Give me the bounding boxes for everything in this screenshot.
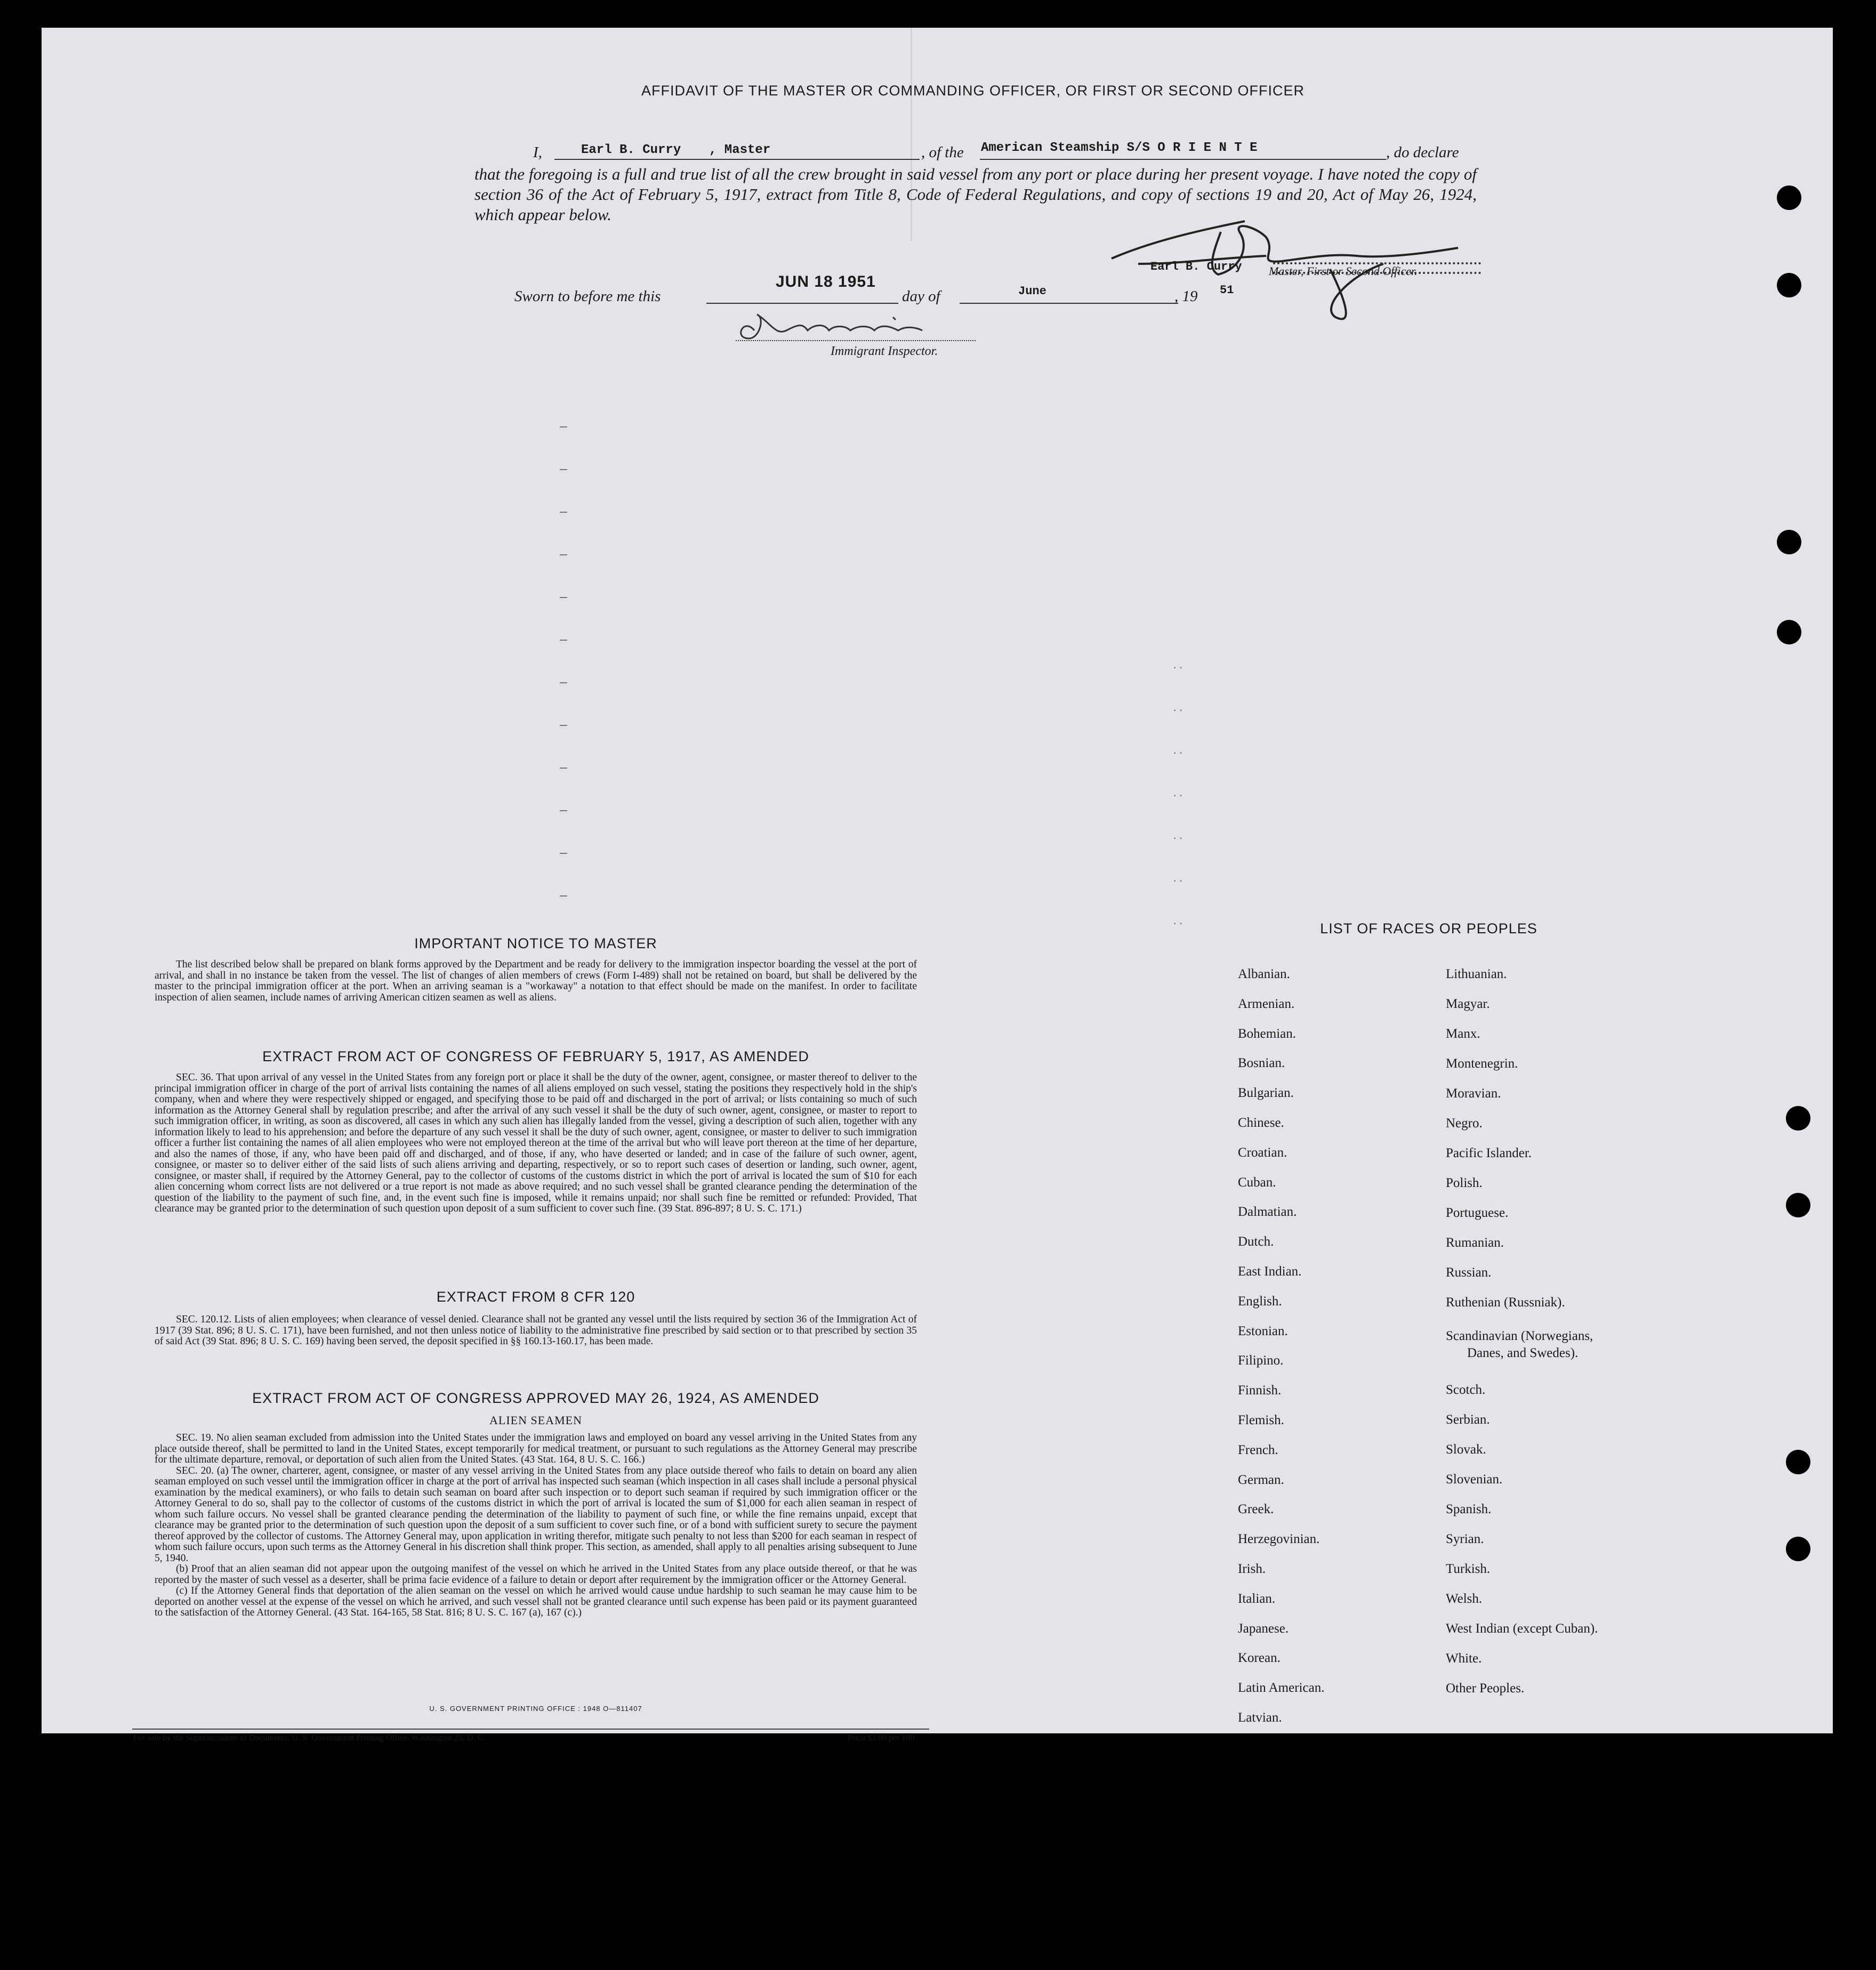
sec-19-paragraph: SEC. 19. No alien seaman excluded from admission into the United States under the immigration laws and employed on board any vessel arriving in the United States from any place outside thereof, shall be permitted to land in the United States, except temporarily for medical treatment, or pursuant to such regulations as the Attorney General may prescribe for the ultimate departure, removal, or deportation of such alien from the United States. (43 Stat. 164, 8 U. S. C. 166.)	[155, 1432, 917, 1465]
race-item: Latvian.	[1238, 1710, 1282, 1725]
dash-mark	[560, 554, 567, 555]
dash-mark	[560, 512, 567, 513]
inspector-line	[736, 340, 976, 341]
sworn-year: 51	[1220, 284, 1234, 297]
race-item: Latin American.	[1238, 1681, 1325, 1696]
race-item: Bosnian.	[1238, 1056, 1285, 1071]
race-item: Ruthenian (Russniak).	[1446, 1295, 1565, 1310]
dot-mark: ··	[1173, 704, 1185, 717]
dash-mark	[560, 810, 567, 811]
race-item: Polish.	[1446, 1176, 1483, 1190]
race-item: Dalmatian.	[1238, 1205, 1297, 1220]
extract-1924-heading: EXTRACT FROM ACT OF CONGRESS APPROVED MAY 26, 1924, AS AMENDED	[252, 1390, 819, 1406]
sec-20b-paragraph: (b) Proof that an alien seaman did not appear upon the outgoing manifest of the vessel on which he arrived in the United States from any place outside thereof, or that he was reported by the master of such vessel as a deserter, shall be prima facie evidence of a failure to detain or deport after requirement by the immigration officer or the Attorney General.	[155, 1563, 917, 1586]
race-item: English.	[1238, 1294, 1282, 1309]
races-heading: LIST OF RACES OR PEOPLES	[1320, 921, 1537, 936]
binder-hole	[1786, 1106, 1810, 1131]
date-stamp: JUN 18 1951	[776, 273, 876, 290]
race-item: Montenegrin.	[1446, 1056, 1518, 1071]
year-prefix: , 19	[1174, 288, 1198, 305]
race-item: Scandinavian (Norwegians,	[1446, 1329, 1593, 1343]
race-item: Herzegovinian.	[1238, 1532, 1320, 1547]
race-item: Greek.	[1238, 1502, 1274, 1517]
dot-mark: ··	[1173, 917, 1185, 930]
race-item: Scotch.	[1446, 1383, 1486, 1397]
race-item: East Indian.	[1238, 1264, 1302, 1279]
race-item: Manx.	[1446, 1027, 1480, 1041]
race-item: White.	[1446, 1651, 1482, 1666]
race-item: Negro.	[1446, 1116, 1483, 1131]
race-item: Estonian.	[1238, 1323, 1288, 1338]
sworn-month: June	[1018, 285, 1046, 298]
race-item: Serbian.	[1446, 1412, 1490, 1427]
race-item: West Indian (except Cuban).	[1446, 1621, 1598, 1636]
day-of-label: day of	[902, 288, 940, 305]
master-name-line	[554, 159, 920, 160]
race-item: Portuguese.	[1446, 1206, 1509, 1220]
cfr-heading: EXTRACT FROM 8 CFR 120	[436, 1289, 635, 1305]
race-item: Turkish.	[1446, 1562, 1491, 1576]
dash-mark	[560, 853, 567, 854]
race-item: Bulgarian.	[1238, 1086, 1294, 1101]
race-item: Chinese.	[1238, 1116, 1284, 1130]
do-declare-label: , do declare	[1386, 144, 1459, 161]
race-item: Spanish.	[1446, 1502, 1492, 1516]
vessel-name: American Steamship S/S O R I E N T E	[981, 141, 1258, 155]
dash-mark	[560, 469, 567, 470]
sworn-date-line	[706, 303, 898, 304]
cfr-text	[155, 1314, 917, 1347]
binder-hole	[1777, 185, 1801, 210]
race-item: Irish.	[1238, 1562, 1266, 1576]
race-item: Japanese.	[1238, 1621, 1289, 1636]
dot-mark: ··	[1173, 874, 1185, 887]
race-item: Filipino.	[1238, 1353, 1284, 1368]
dot-mark: ··	[1173, 661, 1185, 674]
i-label: I,	[533, 144, 542, 161]
binder-hole	[1777, 530, 1801, 554]
race-item: Magyar.	[1446, 997, 1490, 1011]
sworn-label: Sworn to before me this	[514, 288, 661, 305]
signature-caption: Master, First or Second Officer.	[1269, 264, 1418, 278]
master-title: , Master	[709, 143, 771, 157]
binder-hole	[1786, 1193, 1810, 1217]
race-item: Bohemian.	[1238, 1026, 1297, 1041]
month-line	[960, 303, 1178, 304]
dash-mark	[560, 725, 567, 726]
master-signature-typed: Earl B. Curry	[1150, 260, 1242, 273]
footer-price: Price $3.00 per 100	[848, 1733, 915, 1742]
race-item: French.	[1238, 1442, 1278, 1457]
race-item: Lithuanian.	[1446, 967, 1507, 981]
gpo-imprint: U. S. GOVERNMENT PRINTING OFFICE : 1948 O—811407	[429, 1705, 642, 1713]
master-name: Earl B. Curry	[581, 143, 681, 157]
dash-mark	[560, 597, 567, 598]
dash-mark	[560, 682, 567, 683]
race-item: Korean.	[1238, 1651, 1281, 1666]
dash-mark	[560, 895, 567, 897]
footer-sale-note: For sale by the Superintendent of Documents, U. S. Government Printing Office, Washington 25, D. C.	[133, 1733, 486, 1742]
footer-rule	[132, 1729, 929, 1730]
binder-hole	[1786, 1537, 1810, 1561]
extract-1917-paragraph: SEC. 36. That upon arrival of any vessel in the United States from any foreign port or place it shall be the duty of the owner, agent, consignee, or master thereof to deliver to the principal immigration officer in charge of the port of arrival lists containing the names of all aliens employed on such vessel, stating the positions they respectively hold in the ship's company, when and where they were respectively shipped or engaged, and specifying those to be paid off and discharged in the port of arrival; or lists containing so much of such information as the Attorney General shall by regulation prescribe; and after the arrival of any such vessel it shall be the duty of such owner, agent, consignee, or master to report to such immigration officer, in writing, as soon as discovered, all cases in which any such alien has illegally landed from the vessel, giving a description of such alien, together with any information likely to lead to his apprehension; and before the departure of any such vessel it shall be the duty of such owner, agent, consignee, or master to deliver to such immigration officer a further list containing the names of all alien employees who were not employed thereon at the time of the arrival but who will leave port thereon at the time of her departure, and also the names of those, if any, who have been paid off and discharged, and of those, if any, who have deserted or landed; and in case of the failure of such owner, agent, consignee, or master so to deliver either of the said lists of such aliens arriving and departing, respectively, or so to report such cases of desertion or landing, such owner, agent, consignee, or master shall, if required by the Attorney General, pay to the collector of customs of the customs district in which the port of arrival is located the sum of $10 for each alien concerning whom correct lists are not delivered or a true report is not made as above required; and no such vessel shall be granted clearance pending the determination of the question of the liability to the payment of such fine, and, in the event such fine is imposed, while it remains unpaid; nor shall such fine be remitted or refunded: Provided, That clearance may be granted prior to the determination of such question upon deposit of a sum sufficient to cover such fine. (39 Stat. 896-897; 8 U. S. C. 171.)	[155, 1072, 917, 1214]
vessel-line	[980, 159, 1386, 160]
race-item: Finnish.	[1238, 1383, 1282, 1398]
dash-mark	[560, 640, 567, 641]
race-item: Italian.	[1238, 1591, 1276, 1606]
binder-hole	[1777, 620, 1801, 644]
dot-mark: ··	[1173, 746, 1185, 760]
race-item: Croatian.	[1238, 1145, 1287, 1160]
declaration-text: that the foregoing is a full and true list of all the crew brought in said vessel from any port or place during her present voyage. I have noted the copy of section 36 of the Act of February 5, 1917, extract from Title 8, Code of Federal Regulations, and copy of sections 19 and 20, Act of May 26, 1924, which appear below.	[474, 165, 1477, 224]
inspector-caption: Immigrant Inspector.	[831, 344, 938, 358]
dash-mark	[560, 426, 567, 427]
race-item: Slovak.	[1446, 1442, 1486, 1457]
extract-1917-text	[155, 1072, 917, 1215]
extract-1917-heading: EXTRACT FROM ACT OF CONGRESS OF FEBRUARY 5, 1917, AS AMENDED	[262, 1048, 809, 1064]
race-item: Albanian.	[1238, 967, 1290, 981]
dash-mark	[560, 768, 567, 769]
race-item: Russian.	[1446, 1265, 1492, 1280]
race-item: Other Peoples.	[1446, 1681, 1525, 1696]
sec-20a-paragraph: SEC. 20. (a) The owner, charterer, agent, consignee, or master of any vessel arriving in the United States from any place outside thereof who fails to detain on board any alien seaman employed on such vessel until the immigration officer in charge at the port of arrival has inspected such seaman (which inspection in all cases shall include a personal physical examination by the medical examiners), or who fails to detain such seaman on board after such inspection or to deport such seaman if required by such immigration officer or the Attorney General to do so, shall pay to the collector of customs of the customs district in which the port of arrival is located the sum of $1,000 for each alien seaman in respect of whom such failure occurs. No vessel shall be granted clearance pending the determination of the liability to payment of such fine, or while the fine remains unpaid, except that clearance may be granted prior to the determination of such question upon the deposit of a sum sufficient to cover such fine, or of a bond with sufficient surety to secure the payment thereof approved by the collector of customs. The Attorney General may, upon application in writing therefor, mitigate such penalty to not less than $200 for each seaman in respect of whom such failure occurs, upon such terms as the Attorney General in his discretion shall think proper. This section, as amended, shall apply to all penalties arising subsequent to June 5, 1940.	[155, 1465, 917, 1564]
race-item: Rumanian.	[1446, 1236, 1504, 1250]
sec-20c-paragraph: (c) If the Attorney General finds that deportation of the alien seaman on the vessel on which he arrived would cause undue hardship to such seaman he may cause him to be deported on another vessel at the expense of the vessel on which he arrived, and such vessel shall not be granted clearance until such expense has been paid or its payment guaranteed to the satisfaction of the Attorney General. (43 Stat. 164-165, 58 Stat. 816; 8 U. S. C. 167 (a), 167 (c).)	[155, 1585, 917, 1618]
race-item: Slovenian.	[1446, 1472, 1503, 1487]
of-the-label: , of the	[921, 144, 964, 161]
extract-1924-text	[155, 1433, 917, 1619]
race-item: Pacific Islander.	[1446, 1146, 1532, 1160]
race-item: Flemish.	[1238, 1413, 1284, 1427]
affidavit-title: AFFIDAVIT OF THE MASTER OR COMMANDING OFFICER, OR FIRST OR SECOND OFFICER	[641, 83, 1305, 99]
binder-hole	[1777, 273, 1801, 297]
inspector-signature	[733, 306, 957, 349]
race-item: Cuban.	[1238, 1175, 1276, 1190]
dot-mark: ··	[1173, 831, 1185, 845]
race-item: Moravian.	[1446, 1086, 1501, 1101]
binder-hole	[1786, 1450, 1810, 1474]
notice-heading: IMPORTANT NOTICE TO MASTER	[414, 935, 657, 951]
race-item: Armenian.	[1238, 996, 1295, 1011]
race-item: Dutch.	[1238, 1234, 1274, 1249]
alien-seamen-subheading: ALIEN SEAMEN	[489, 1414, 582, 1427]
race-item: Syrian.	[1446, 1532, 1484, 1546]
cfr-paragraph: SEC. 120.12. Lists of alien employees; when clearance of vessel denied. Clearance shall not be granted any vessel until the lists required by section 36 of the Immigration Act of 1917 (39 Stat. 896; 8 U. S. C. 171), have been furnished, and not then unless notice of liability to the administrative fine prescribed by said section or to that prescribed by section 35 of said Act (39 Stat. 896; 8 U. S. C. 169) having been served, the deposit specified in §§ 160.13-160.17, has been made.	[155, 1314, 917, 1347]
race-item: Danes, and Swedes).	[1467, 1346, 1579, 1360]
race-item: German.	[1238, 1472, 1284, 1487]
notice-text	[155, 959, 917, 1003]
race-item: Welsh.	[1446, 1592, 1483, 1606]
notice-paragraph: The list described below shall be prepared on blank forms approved by the Department and be ready for delivery to the immigration inspector boarding the vessel at the port of arrival, and shall in no instance be taken from the vessel. The list of changes of alien members of crews (Form I-489) shall not be retained on board, but shall be delivered by the master to the principal immigration officer at the port. When an arriving seaman is a "workaway" a notation to that effect should be made on the manifest. In order to facilitate inspection of alien seamen, include names of arriving American citizen seamen as well as aliens.	[155, 959, 917, 1003]
dot-mark: ··	[1173, 789, 1185, 802]
